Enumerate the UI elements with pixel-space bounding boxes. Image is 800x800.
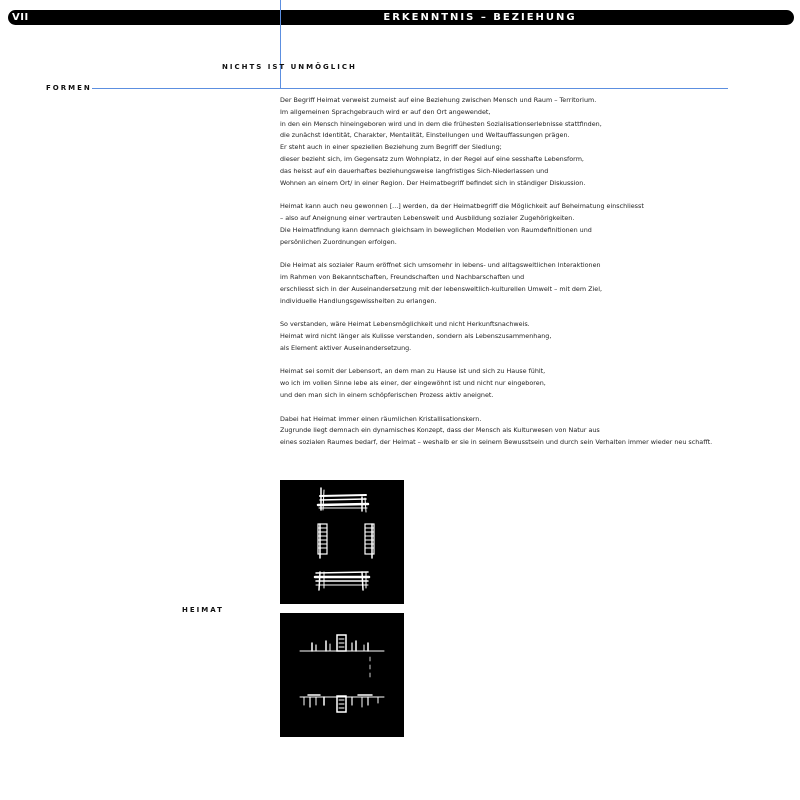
paragraph (280, 319, 790, 354)
paragraph (280, 95, 790, 189)
text-line: Die Heimatfindung kann demnach gleichsam in beweglichen Modellen von Raumdefinitionen und (280, 225, 592, 234)
text-line: Er steht auch in einer speziellen Beziehung zum Begriff der Siedlung; (280, 143, 502, 152)
text-line: in den ein Mensch hineingeboren wird und in dem die frühesten Sozialisationserlebnisse stattfinden, (280, 119, 602, 128)
text-line: Die Heimat als sozialer Raum eröffnet sich umsomehr in lebens- und alltagsweltlichen Interaktionen (280, 261, 601, 270)
text-line: und den man sich in einem schöpferischen Prozess aktiv aneignet. (280, 390, 494, 399)
text-line: dieser bezieht sich, im Gegensatz zum Wohnplatz, in der Regel auf eine sesshafte Lebensform, (280, 154, 584, 163)
page-number: VII (12, 12, 29, 23)
section-subtitle: NICHTS IST UNMÖGLICH (222, 63, 357, 71)
text-line: Heimat sei somit der Lebensort, an dem man zu Hause ist und sich zu Hause fühlt, (280, 367, 546, 376)
text-line: individuelle Handlungsgewissheiten zu erlangen. (280, 296, 437, 305)
heimat-figure-bottom (280, 613, 404, 737)
text-line: als Element aktiver Auseinandersetzung. (280, 343, 412, 352)
paragraph (280, 260, 790, 307)
text-line: eines sozialen Raumes bedarf, der Heimat – weshalb er sie in seinem Bewusstsein und durch sein Verhalten immer wieder neu schafft. (280, 438, 713, 447)
text-line: Der Begriff Heimat verweist zumeist auf eine Beziehung zwischen Mensch und Raum – Territorium. (280, 96, 597, 104)
text-line: persönlichen Zuordnungen erfolgen. (280, 237, 397, 246)
text-line: die zunächst Identität, Charakter, Mentalität, Einstellungen und Weltauffassungen prägen. (280, 131, 570, 140)
section-label-formen: FORMEN (46, 84, 92, 92)
text-line: das heisst auf ein dauerhaftes beziehungsweise langfristiges Sich-Niederlassen und (280, 166, 549, 175)
text-line: erschliesst sich in der Auseinandersetzung mit der lebensweltlich-kulturellen Umwelt – mit dem Ziel, (280, 284, 603, 293)
paragraph (280, 414, 790, 449)
horizontal-guide-line (92, 88, 728, 89)
vertical-guide-line (280, 0, 281, 88)
text-line: Dabei hat Heimat immer einen räumlichen Kristallisationskern. (280, 414, 482, 423)
text-line: So verstanden, wäre Heimat Lebensmöglichkeit und nicht Herkunftsnachweis. (280, 320, 530, 329)
text-line: im Rahmen von Bekanntschaften, Freundschaften und Nachbarschaften und (280, 272, 525, 281)
row-sketch-image (280, 613, 404, 737)
heimat-figure-top (280, 480, 404, 604)
body-text (280, 95, 790, 461)
paragraph (280, 366, 790, 401)
text-line: Heimat wird nicht länger als Kulisse verstanden, sondern als Lebenszusammenhang, (280, 331, 552, 340)
paragraph (280, 201, 790, 248)
text-line: Heimat kann auch neu gewonnen [...] werden, da der Heimatbegriff die Möglichkeit auf Beheimatung einschliesst (280, 202, 644, 211)
bench-sketch-image (280, 480, 404, 604)
page-title: ERKENNTNIS – BEZIEHUNG (383, 12, 577, 23)
text-line: Im allgemeinen Sprachgebrauch wird er auf den Ort angewendet, (280, 107, 491, 116)
section-label-heimat: HEIMAT (182, 606, 224, 614)
text-line: Wohnen an einem Ort/ in einer Region. Der Heimatbegriff befindet sich in ständiger Diskussion. (280, 178, 586, 187)
text-line: – also auf Aneignung einer vertrauten Lebenswelt und Ausbildung sozialer Zugehörigkeiten. (280, 213, 575, 222)
text-line: Zugrunde liegt demnach ein dynamisches Konzept, dass der Mensch als Kulturwesen von Natur aus (280, 426, 600, 435)
text-line: wo ich im vollen Sinne lebe als einer, der eingewöhnt ist und nicht nur eingeboren, (280, 379, 546, 388)
